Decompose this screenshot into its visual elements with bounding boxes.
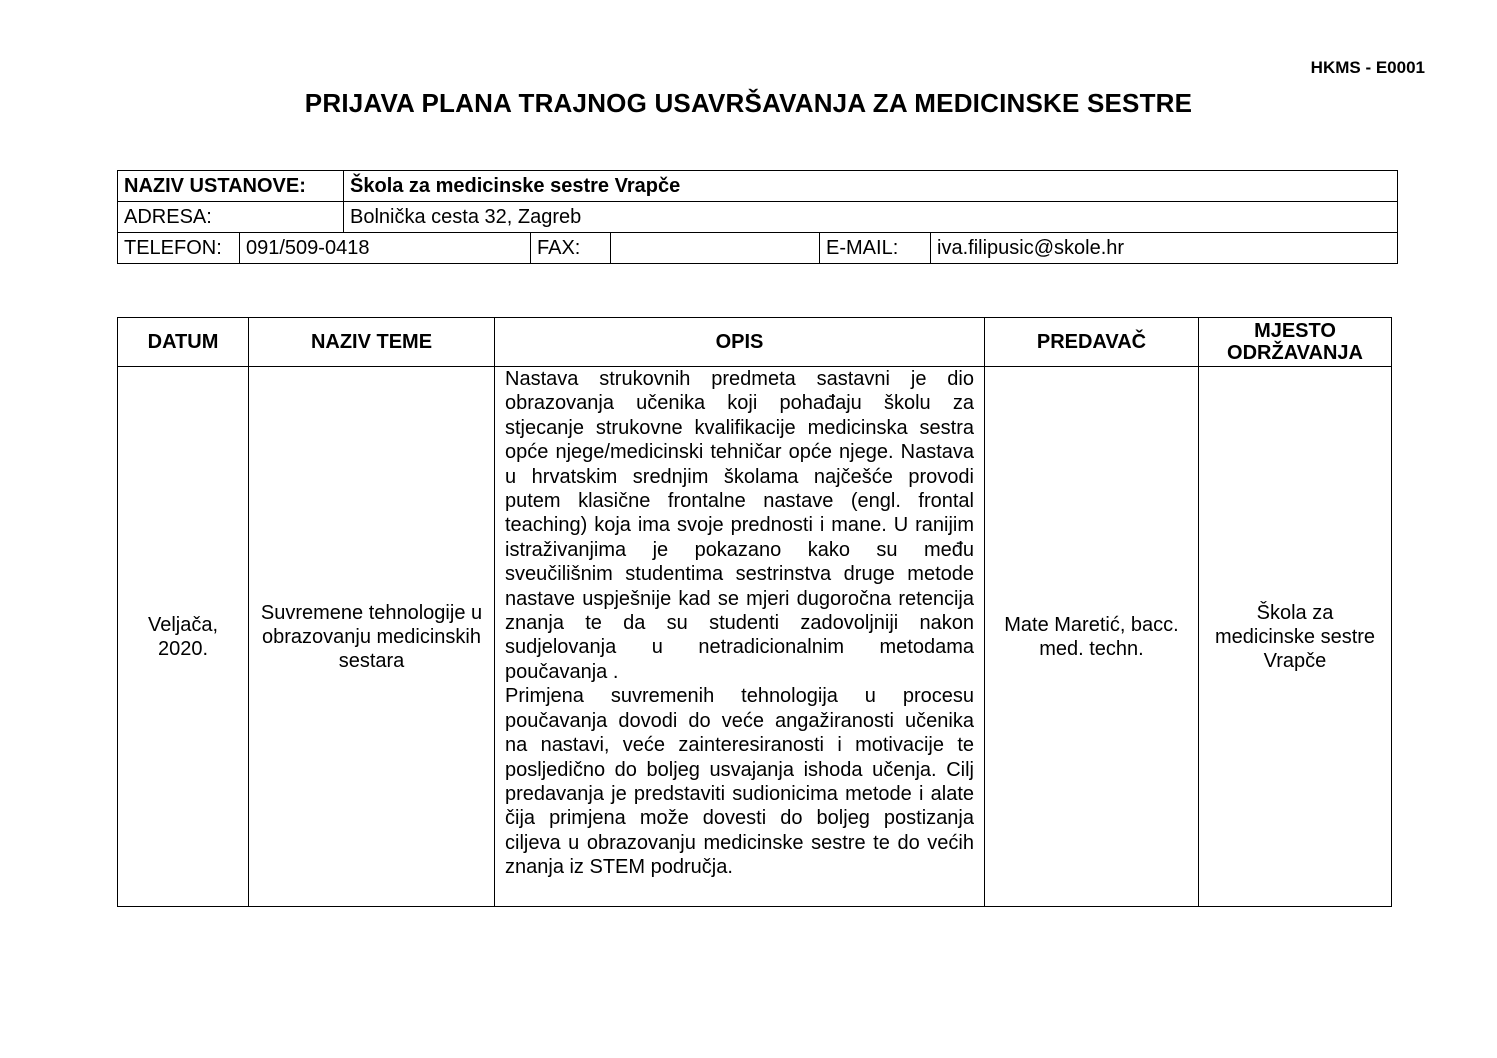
address-label: ADRESA: [118,202,344,233]
header-date: DATUM [118,318,249,367]
phone-label: TELEFON: [118,233,240,264]
document-code: HKMS - E0001 [1310,58,1425,77]
institution-table [117,170,1398,264]
row-lecturer-text: Mate Maretić, bacc. med. techn. [1004,613,1179,660]
fax-value [611,233,820,264]
schedule-table [117,317,1392,907]
row-lecturer [985,367,1199,907]
row-date [118,367,249,907]
email-value: iva.filipusic@skole.hr [931,233,1398,264]
row-description [495,367,985,907]
header-lecturer: PREDAVAČ [985,318,1199,367]
institution-address-row [118,202,1398,233]
row-location [1199,367,1392,907]
email-label: E-MAIL: [820,233,931,264]
table-row [118,367,1392,907]
row-topic [249,367,495,907]
fax-label: FAX: [531,233,611,264]
description-paragraph-2: Primjena suvremenih tehnologija u procesu poučavanja dovodi do veće angažiranosti učenika na nastavi, veće zainteresiranosti i motivacije te posljedično do boljeg usvajanja ishoda učenja. Cilj predavanja je predstaviti sudionicima metode i alate čija primjena može dovesti do boljeg postizanja ciljeva u obrazovanju medicinske sestre te do većih znanja iz STEM područja. [505,685,974,879]
header-location: MJESTO ODRŽAVANJA [1199,318,1392,367]
row-location-text: Škola za medicinske sestre Vrapče [1214,601,1376,672]
header-description: OPIS [495,318,985,367]
row-topic-text: Suvremene tehnologije u obrazovanju medicinskih sestara [260,601,483,672]
phone-value: 091/509-0418 [240,233,531,264]
institution-name-value: Škola za medicinske sestre Vrapče [344,171,1398,202]
header-topic: NAZIV TEME [249,318,495,367]
document-title: PRIJAVA PLANA TRAJNOG USAVRŠAVANJA ZA MEDICINSKE SESTRE [304,88,1193,118]
institution-name-label: NAZIV USTANOVE: [118,171,344,202]
schedule-header-row [118,318,1392,367]
address-value: Bolnička cesta 32, Zagreb [344,202,1398,233]
institution-contact-row [118,233,1398,264]
row-date-text: Veljača, 2020. [147,613,219,660]
description-paragraph-1: Nastava strukovnih predmeta sastavni je dio obrazovanja učenika koji pohađaju školu za stjecanje strukovne kvalifikacije medicinska sestra opće njege/medicinski tehničar opće njege. Nastava u hrvatskim srednjim školama najčešće provodi putem klasične frontalne nastave (engl. frontal teaching) koja ima svoje prednosti i mane. U ranijim istraživanjima je pokazano kako su među sveučilišnim studentima sestrinstva druge metode nastave uspješnije kad se mjeri dugoročna retencija znanja te da su studenti zadovoljniji nakon sudjelovanja u netradicionalnim metodama poučavanja . [505,368,974,683]
institution-name-row [118,171,1398,202]
